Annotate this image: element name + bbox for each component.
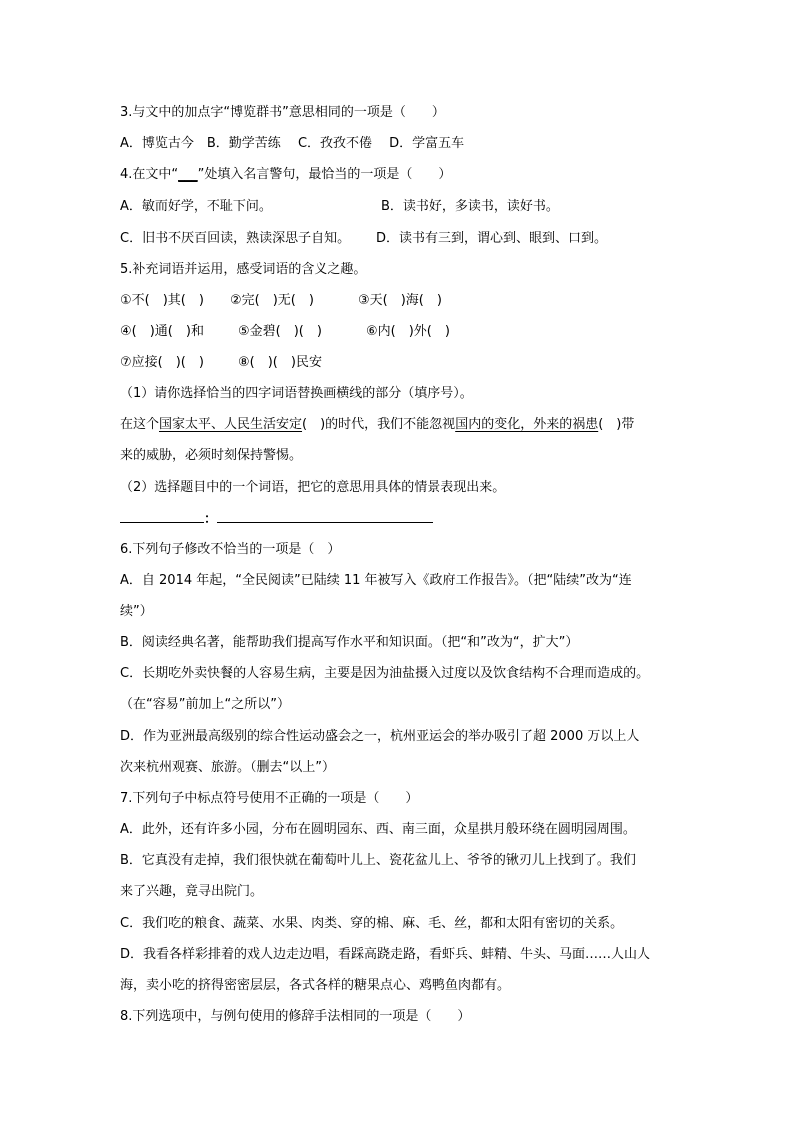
word-item: ⑦应接( )( ) xyxy=(120,355,204,370)
word-item: ③天( )海( ) xyxy=(358,293,442,308)
question-7-option-b: B．它真没有走掉，我们很快就在葡萄叶儿上、瓷花盆儿上、爷爷的锹刃儿上找到了。我们 xyxy=(120,853,636,868)
question-5-sub2: （2）选择题目中的一个词语，把它的意思用具体的情景表现出来。 xyxy=(120,480,506,495)
fill-blank: ___ xyxy=(178,167,198,182)
question-4-options-cd xyxy=(120,230,608,248)
question-4-stem: 4.在文中“___”处填入名言警句，最恰当的一项是（ ） xyxy=(120,167,452,182)
underlined-phrase-2: 国内的变化，外来的祸患 xyxy=(455,417,599,432)
word-row-2 xyxy=(120,323,450,341)
question-7-option-d: D．我看各样彩排着的戏人边走边唱，看踩高跷走路，看虾兵、蚌精、牛头、马面……人山人 xyxy=(120,947,651,962)
option-d: D．读书有三到，谓心到、眼到、口到。 xyxy=(376,231,608,246)
dotted-words: 博览群书 xyxy=(230,105,283,120)
word-item: ⑤金碧( )( ) xyxy=(238,324,322,339)
question-3-stem: 3.与文中的加点字“博览群书”意思相同的一项是（ ） xyxy=(120,105,445,120)
word-row-1 xyxy=(120,292,442,310)
question-5-sentence: 在这个国家太平、人民生活安定( )的时代，我们不能忽视国内的变化，外来的祸患( )带 xyxy=(120,417,635,432)
question-6-option-c-cont: （在“容易”前加上“之所以”） xyxy=(120,697,290,712)
word-item: ①不( )其( ) xyxy=(120,293,204,308)
question-8-stem: 8.下列选项中，与例句使用的修辞手法相同的一项是（ ） xyxy=(120,1009,471,1024)
question-5-sub1: （1）请你选择恰当的四字词语替换画横线的部分（填序号）。 xyxy=(120,386,473,401)
question-7-option-d-cont: 海，卖小吃的挤得密密层层，各式各样的糖果点心、鸡鸭鱼肉都有。 xyxy=(120,978,511,993)
underlined-phrase-1: 国家太平、人民生活安定 xyxy=(159,417,303,432)
answer-blank-word[interactable] xyxy=(120,508,204,523)
option-c: C．旧书不厌百回读，熟读深思子自知。 xyxy=(120,231,351,246)
question-5-stem: 5.补充词语并运用，感受词语的含义之趣。 xyxy=(120,262,367,277)
question-7-stem: 7.下列句子中标点符号使用不正确的一项是（ ） xyxy=(120,791,419,806)
word-item: ⑧( )( )民安 xyxy=(238,355,322,370)
question-6-option-c: C．长期吃外卖快餐的人容易生病，主要是因为油盐摄入过度以及饮食结构不合理而造成的。 xyxy=(120,666,650,681)
question-6-option-d-cont: 次来杭州观赛、旅游。（删去“以上”） xyxy=(120,760,335,775)
word-row-3 xyxy=(120,354,322,372)
question-6-option-b: B．阅读经典名著，能帮助我们提高写作水平和知识面。（把“和”改为“，扩大”） xyxy=(120,635,579,650)
question-6-stem: 6.下列句子修改不恰当的一项是（ ） xyxy=(120,542,341,557)
answer-line: ： xyxy=(120,508,433,529)
word-item: ④( )通( )和 xyxy=(120,324,204,339)
question-7-option-a: A．此外，还有许多小园，分布在圆明园东、西、南三面，众星拱月般环绕在圆明园周围。 xyxy=(120,822,636,837)
option-b: B．读书好，多读书，读好书。 xyxy=(381,199,559,214)
question-6-option-a: A．自 2014 年起，“全民阅读”已陆续 11 年被写入《政府工作报告》。（把“陆续”改为“连 xyxy=(120,573,632,588)
question-7-option-c: C．我们吃的粮食、蔬菜、水果、肉类、穿的棉、麻、毛、丝，都和太阳有密切的关系。 xyxy=(120,916,624,931)
question-3-options: A．博览古今 B．勤学苦练 C．孜孜不倦 D．学富五车 xyxy=(120,136,465,151)
answer-blank-scene[interactable] xyxy=(217,508,433,523)
word-item: ②完( )无( ) xyxy=(230,293,314,308)
option-a: A．敏而好学，不耻下问。 xyxy=(120,199,272,214)
question-5-sentence-cont: 来的威胁，必须时刻保持警惕。 xyxy=(120,448,303,463)
question-6-option-d: D．作为亚洲最高级别的综合性运动盛会之一，杭州亚运会的举办吸引了超 2000 万以上人 xyxy=(120,729,640,744)
word-item: ⑥内( )外( ) xyxy=(366,324,450,339)
question-4-options-ab xyxy=(120,198,559,216)
question-6-option-a-cont: 续”） xyxy=(120,604,153,619)
question-7-option-b-cont: 来了兴趣，竟寻出院门。 xyxy=(120,884,264,899)
